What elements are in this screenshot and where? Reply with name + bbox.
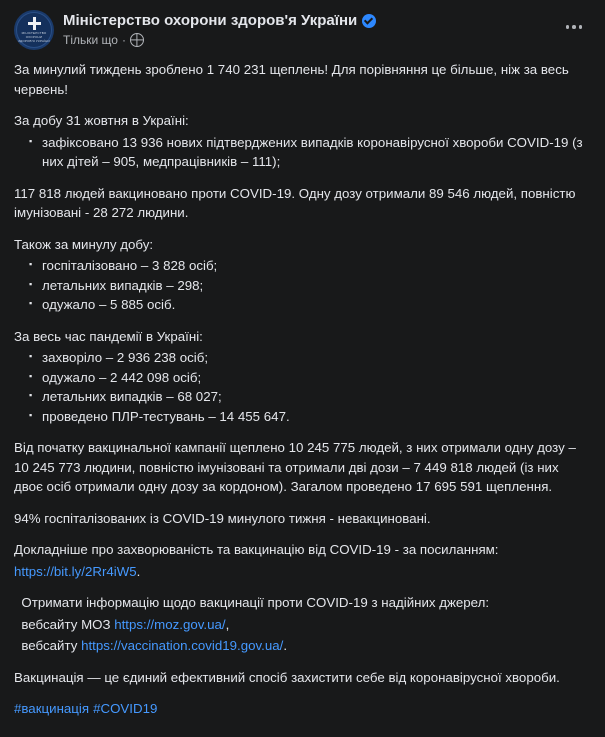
source-line-moz	[14, 615, 591, 635]
avatar[interactable]	[14, 10, 54, 50]
vaccination-website-link[interactable]: https://vaccination.covid19.gov.ua/	[81, 638, 284, 653]
paragraph-daily-heading: За добу 31 жовтня в Україні:	[14, 113, 189, 128]
paragraph-weekly-summary: За минулий тиждень зроблено 1 740 231 щеплень! Для порівняння це більше, ніж за весь червень!	[14, 62, 569, 97]
list-item: ▪ захворіло – 2 936 238 осіб;	[42, 348, 591, 368]
verified-badge-icon	[362, 14, 376, 28]
list-item: ▪ проведено ПЛР-тестувань – 14 455 647.	[42, 407, 591, 427]
paragraph-campaign-totals: Від початку вакцинальної кампанії щеплено 10 245 775 людей, з них отримали одну дозу – 10 245 773 людини, повністю імунізовані та отримали дві дози – 7 449 818 людей (із них двоє осіб отримали одну дозу за кордоном). Загалом проведено 17 695 591 щеплення.	[14, 440, 576, 494]
globe-icon	[130, 33, 144, 47]
post-timestamp[interactable]: Тільки що	[63, 33, 118, 47]
details-link[interactable]: https://bit.ly/2Rr4iW5	[14, 563, 137, 579]
post-options-button[interactable]	[559, 14, 589, 40]
avatar-caption: МІНІСТЕРСТВО ОХОРОНИ ЗДОРОВ'Я УКРАЇНИ	[18, 31, 50, 43]
source-line-vaccination	[14, 636, 591, 656]
source-suffix: ,	[225, 616, 230, 632]
paragraph-hospitalized-unvaccinated: 94% госпіталізованих із COVID-19 минулого тижня - невакциновані.	[14, 510, 431, 526]
list-item: ▪ летальних випадків – 298;	[42, 276, 591, 296]
hashtags	[14, 699, 591, 719]
post-meta	[63, 32, 376, 48]
hashtag-covid19[interactable]: #COVID19	[93, 701, 158, 716]
medical-cross-icon	[28, 17, 41, 30]
page-name[interactable]: Міністерство охорони здоров'я України	[63, 12, 358, 29]
list-item: ▪ одужало – 2 442 098 осіб;	[42, 368, 591, 388]
source-prefix: вебсайту	[21, 638, 82, 653]
meta-separator: ·	[121, 33, 126, 47]
list-item: ▪ летальних випадків – 68 027;	[42, 387, 591, 407]
list-last-day	[14, 256, 591, 315]
avatar-emblem	[16, 12, 52, 48]
list-item: ▪ госпіталізовано – 3 828 осіб;	[42, 256, 591, 276]
paragraph-vaccinated-daily: 117 818 людей вакциновано проти COVID-19. Одну дозу отримали 89 546 людей, повністю імунізовані - 28 272 людини.	[14, 185, 576, 220]
moz-website-link[interactable]: https://moz.gov.ua/	[114, 616, 226, 632]
list-daily-oct31	[14, 133, 591, 172]
page-name-row	[63, 11, 376, 30]
hashtag-vaccination[interactable]: #вакцинація	[14, 701, 90, 716]
paragraph-details-link-line	[14, 562, 591, 582]
paragraph-sources-heading	[14, 593, 591, 613]
paragraph-more-details: Докладніше про захворюваність та вакцинацію від COVID-19 - за посиланням:	[14, 542, 499, 557]
sources-heading-text: Отримати інформацію щодо вакцинації проти COVID-19 з надійних джерел:	[21, 595, 490, 610]
source-prefix: вебсайту МОЗ	[21, 616, 115, 632]
post-body	[14, 60, 591, 719]
dot-icon	[566, 25, 570, 29]
list-item: ▪ одужало – 5 885 осіб.	[42, 295, 591, 315]
post-header	[14, 10, 591, 50]
paragraph-last-day-heading: Також за минулу добу:	[14, 236, 154, 252]
paragraph-pandemic-heading: За весь час пандемії в Україні:	[14, 328, 203, 344]
list-pandemic-total	[14, 348, 591, 426]
list-item: ▪ зафіксовано 13 936 нових підтверджених випадків коронавірусної хвороби COVID-19 (з них дітей – 905, медпрацівників – 111);	[42, 133, 591, 172]
dot-icon	[572, 25, 576, 29]
paragraph-closing: Вакцинація — це єдиний ефективний спосіб захистити себе від коронавірусної хвороби.	[14, 669, 560, 685]
post-header-text	[63, 10, 376, 48]
dot-icon	[579, 25, 583, 29]
source-suffix: .	[283, 638, 288, 653]
details-link-tail: .	[136, 563, 141, 579]
